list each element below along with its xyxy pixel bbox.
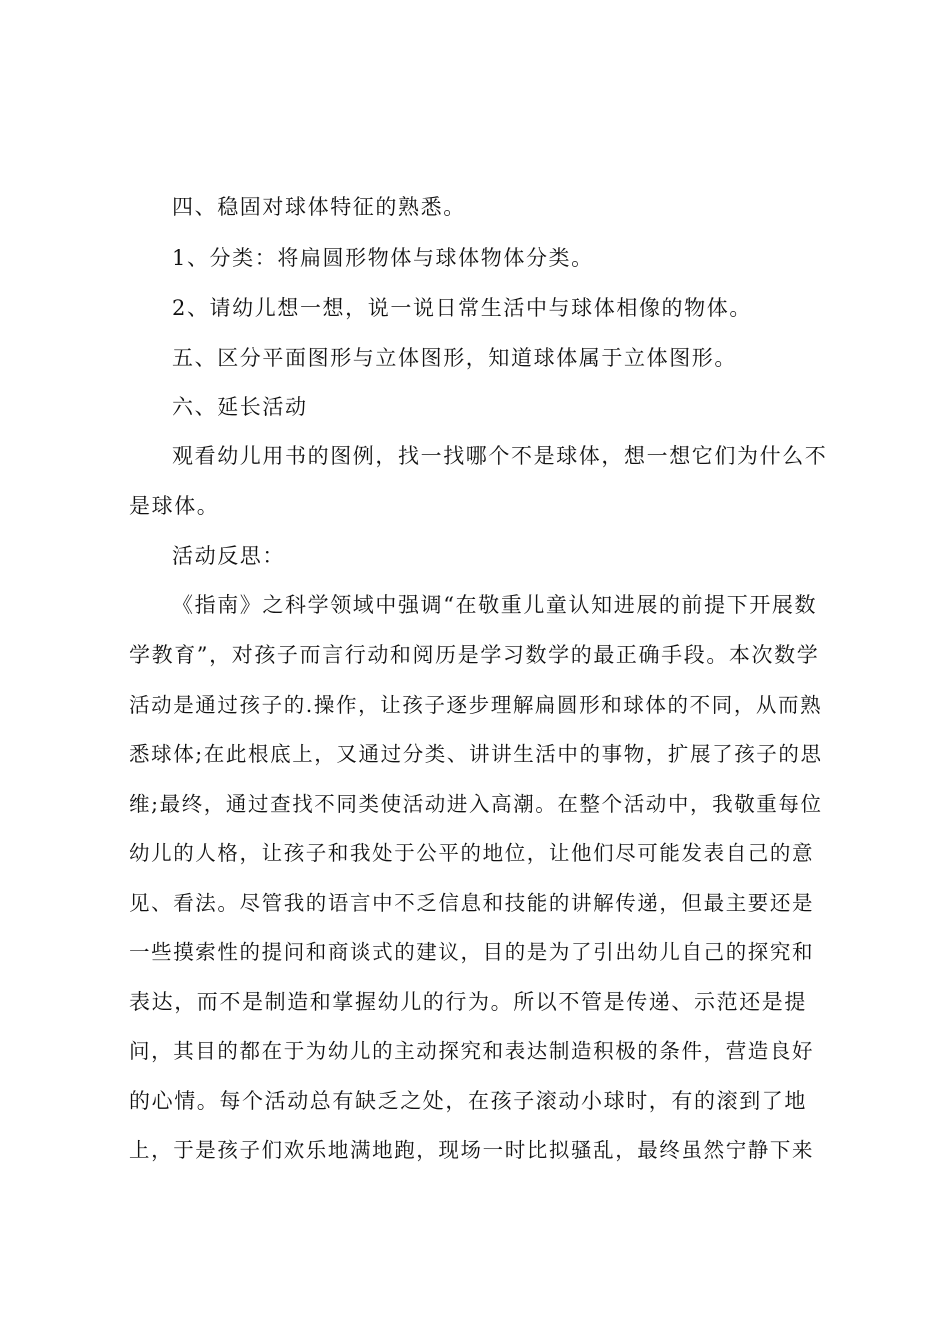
paragraph-line: 上，于是孩子们欢乐地满地跑，现场一时比拟骚乱，最终虽然宁静下来 [129, 1138, 815, 1162]
paragraph-line: 幼儿的人格，让孩子和我处于公平的地位，让他们尽可能发表自己的意 [129, 841, 815, 865]
paragraph-line: 表达，而不是制造和掌握幼儿的行为。所以不管是传递、示范还是提 [129, 990, 807, 1014]
paragraph-line: 悉球体;在此根底上，又通过分类、讲讲生活中的事物，扩展了孩子的思 [129, 742, 823, 766]
section-heading-6: 六、延长活动 [172, 395, 308, 419]
section-heading-5: 五、区分平面图形与立体图形，知道球体属于立体图形。 [172, 346, 737, 370]
paragraph-line: 学教育”，对孩子而言行动和阅历是学习数学的最正确手段。本次数学 [129, 643, 820, 667]
paragraph-line: 一些摸索性的提问和商谈式的建议，目的是为了引出幼儿自己的探究和 [129, 940, 815, 964]
paragraph-line: 问，其目的都在于为幼儿的主动探究和表达制造积极的条件，营造良好 [129, 1039, 815, 1063]
reflection-heading: 活动反思： [172, 544, 285, 568]
paragraph-line: 维;最终，通过查找不同类使活动进入高潮。在整个活动中，我敬重每位 [129, 792, 823, 816]
paragraph-line: 的心情。每个活动总有缺乏之处，在孩子滚动小球时，有的滚到了地 [129, 1089, 807, 1113]
paragraph-line: 活动是通过孩子的.操作，让孩子逐步理解扁圆形和球体的不同，从而熟 [129, 693, 823, 717]
list-item-2: 2、请幼儿想一想，说一说日常生活中与球体相像的物体。 [172, 296, 752, 320]
paragraph-line: 观看幼儿用书的图例，找一找哪个不是球体，想一想它们为什么不 [172, 444, 828, 468]
section-heading-4: 四、稳固对球体特征的熟悉。 [172, 195, 466, 219]
list-item-1: 1、分类：将扁圆形物体与球体物体分类。 [172, 246, 594, 270]
paragraph-line: 是球体。 [129, 494, 220, 518]
paragraph-line: 见、看法。尽管我的语言中不乏信息和技能的讲解传递，但最主要还是 [129, 891, 815, 915]
paragraph-line: 《指南》之科学领域中强调“在敬重儿童认知进展的前提下开展数 [172, 593, 818, 617]
